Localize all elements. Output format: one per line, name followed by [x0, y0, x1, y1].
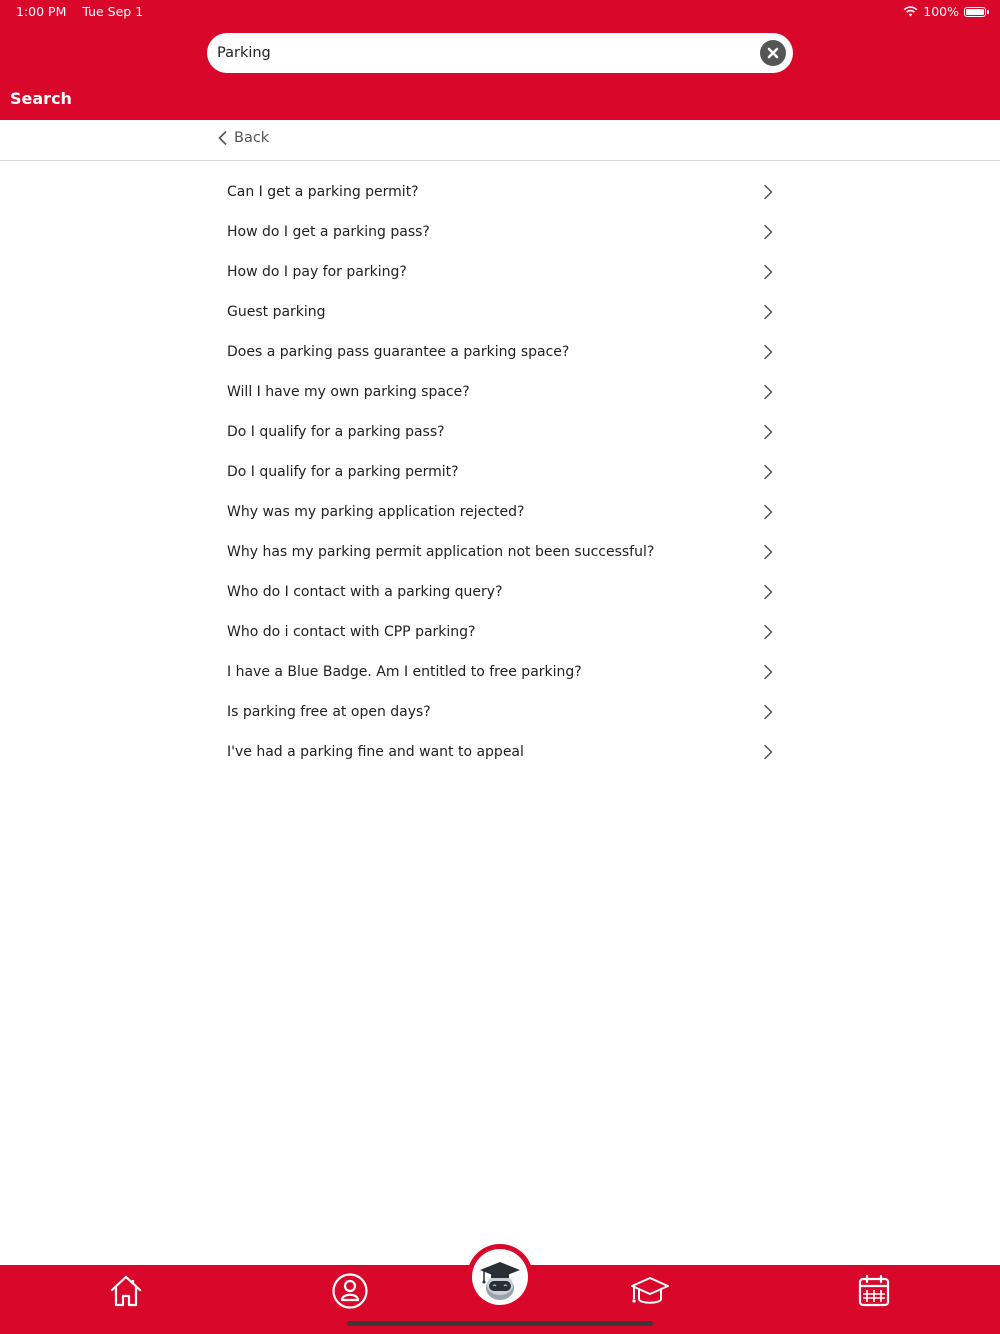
calendar-icon [856, 1273, 892, 1309]
list-item[interactable] [227, 332, 779, 372]
chevron-right-icon [761, 544, 775, 560]
list-item[interactable] [227, 372, 779, 412]
list-item[interactable] [227, 452, 779, 492]
search-results-list [227, 172, 779, 772]
list-item[interactable] [227, 172, 779, 212]
battery-icon [964, 7, 986, 17]
list-item[interactable] [227, 492, 779, 532]
list-item[interactable] [227, 732, 779, 772]
chevron-right-icon [761, 264, 775, 280]
chevron-right-icon [761, 504, 775, 520]
list-item-label: Why was my parking application rejected? [227, 504, 525, 520]
chevron-right-icon [761, 624, 775, 640]
back-label: Back [234, 130, 270, 146]
tab-courses[interactable] [630, 1271, 670, 1311]
list-item[interactable] [227, 612, 779, 652]
close-icon [767, 47, 779, 59]
list-item-label: Will I have my own parking space? [227, 384, 470, 400]
chevron-right-icon [761, 664, 775, 680]
list-item[interactable] [227, 692, 779, 732]
list-item-label: I've had a parking fine and want to appeal [227, 744, 524, 760]
list-item-label: Do I qualify for a parking permit? [227, 464, 459, 480]
chevron-right-icon [761, 344, 775, 360]
chevron-right-icon [761, 744, 775, 760]
assistant-button[interactable] [467, 1244, 533, 1310]
back-bar [0, 120, 1000, 161]
home-indicator [347, 1321, 653, 1326]
list-item[interactable] [227, 532, 779, 572]
status-bar-right [903, 4, 986, 19]
page-title: Search [10, 89, 72, 108]
chevron-right-icon [761, 584, 775, 600]
chevron-left-icon [218, 131, 227, 145]
list-item-label: Who do I contact with a parking query? [227, 584, 503, 600]
list-item-label: Does a parking pass guarantee a parking space? [227, 344, 570, 360]
assistant-avatar [472, 1249, 528, 1305]
list-item[interactable] [227, 652, 779, 692]
list-item[interactable] [227, 572, 779, 612]
list-item-label: Why has my parking permit application not been successful? [227, 544, 655, 560]
wifi-icon [903, 6, 918, 17]
status-bar-left [16, 4, 155, 19]
tab-profile[interactable] [330, 1271, 370, 1311]
list-item[interactable] [227, 212, 779, 252]
clear-search-button[interactable] [760, 40, 786, 66]
list-item-label: Guest parking [227, 304, 326, 320]
chevron-right-icon [761, 384, 775, 400]
list-item[interactable] [227, 252, 779, 292]
app-header [0, 0, 1000, 120]
list-item[interactable] [227, 412, 779, 452]
chevron-right-icon [761, 704, 775, 720]
list-item[interactable] [227, 292, 779, 332]
chevron-right-icon [761, 304, 775, 320]
chevron-right-icon [761, 424, 775, 440]
list-item-label: How do I get a parking pass? [227, 224, 430, 240]
graduation-cap-icon [630, 1273, 670, 1309]
chevron-right-icon [761, 184, 775, 200]
list-item-label: How do I pay for parking? [227, 264, 407, 280]
list-item-label: Do I qualify for a parking pass? [227, 424, 445, 440]
battery-percent: 100% [923, 4, 959, 19]
chevron-right-icon [761, 464, 775, 480]
status-time: 1:00 PM [16, 4, 67, 19]
tab-calendar[interactable] [854, 1271, 894, 1311]
list-item-label: Can I get a parking permit? [227, 184, 419, 200]
back-button[interactable] [218, 130, 269, 146]
search-input[interactable] [217, 33, 747, 73]
search-bar [207, 33, 793, 73]
list-item-label: Is parking free at open days? [227, 704, 431, 720]
list-item-label: I have a Blue Badge. Am I entitled to free parking? [227, 664, 582, 680]
assistant-bot-icon [474, 1251, 526, 1303]
tab-home[interactable] [106, 1271, 146, 1311]
list-item-label: Who do i contact with CPP parking? [227, 624, 476, 640]
home-icon [108, 1273, 144, 1309]
chevron-right-icon [761, 224, 775, 240]
status-date: Tue Sep 1 [82, 4, 144, 19]
profile-icon [331, 1272, 369, 1310]
